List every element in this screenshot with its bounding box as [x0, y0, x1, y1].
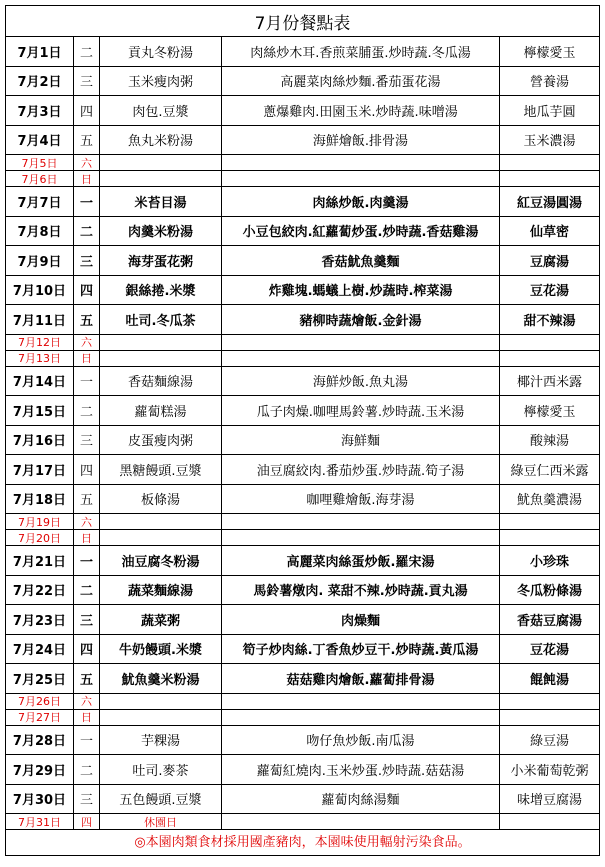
date-cell: 7月11日: [6, 305, 74, 334]
morning-snack-cell: 銀絲捲.米漿: [100, 276, 222, 305]
lunch-cell: 香菇魷魚羹麵: [222, 246, 500, 275]
date-cell: 7月30日: [6, 785, 74, 814]
lunch-cell: 馬鈴薯燉肉. 菜甜不辣.炒時蔬.貢丸湯: [222, 576, 500, 605]
morning-snack-cell: [100, 171, 222, 186]
weekday-cell: 二: [74, 37, 100, 66]
morning-snack-cell: 玉米瘦肉粥: [100, 67, 222, 96]
morning-snack-cell: 五色饅頭.豆漿: [100, 785, 222, 814]
date-cell: 7月25日: [6, 664, 74, 693]
morning-snack-cell: 貢丸冬粉湯: [100, 37, 222, 66]
meal-row: [6, 367, 599, 397]
weekday-cell: 三: [74, 246, 100, 275]
date-cell: 7月31日: [6, 814, 74, 829]
morning-snack-cell: [100, 710, 222, 725]
holiday-row: [6, 710, 599, 726]
lunch-cell: 蘿蔔肉絲湯麵: [222, 785, 500, 814]
date-cell: 7月6日: [6, 171, 74, 186]
weekday-cell: 五: [74, 305, 100, 334]
morning-snack-cell: 肉包.豆漿: [100, 96, 222, 125]
meal-row: [6, 396, 599, 426]
lunch-cell: 肉絲炒木耳.香煎菜脯蛋.炒時蔬.冬瓜湯: [222, 37, 500, 66]
morning-snack-cell: 皮蛋瘦肉粥: [100, 426, 222, 455]
weekday-cell: 六: [74, 694, 100, 709]
date-cell: 7月18日: [6, 485, 74, 514]
lunch-cell: 海鮮炒飯.魚丸湯: [222, 367, 500, 396]
morning-snack-cell: [100, 155, 222, 170]
lunch-cell: 油豆腐絞肉.番茄炒蛋.炒時蔬.筍子湯: [222, 455, 500, 484]
footnote: ◎本園肉類食材採用國產豬肉，本園味使用輻射污染食品。: [134, 835, 471, 850]
weekday-cell: 日: [74, 710, 100, 725]
weekday-cell: 四: [74, 96, 100, 125]
afternoon-snack-cell: [500, 530, 599, 545]
weekday-cell: 二: [74, 396, 100, 425]
date-cell: 7月2日: [6, 67, 74, 96]
lunch-cell: 海鮮燴飯.排骨湯: [222, 126, 500, 155]
morning-snack-cell: 休園日: [100, 814, 222, 829]
afternoon-snack-cell: 冬瓜粉條湯: [516, 584, 582, 600]
meal-row: [6, 305, 599, 335]
lunch-cell: 吻仔魚炒飯.南瓜湯: [222, 726, 500, 755]
meal-row: [6, 67, 599, 97]
date-cell: 7月7日: [6, 187, 74, 216]
morning-snack-cell: 板條湯: [100, 485, 222, 514]
meal-row: [6, 485, 599, 515]
weekday-cell: 日: [74, 530, 100, 545]
weekday-cell: 日: [74, 351, 100, 366]
weekday-cell: 三: [74, 605, 100, 634]
afternoon-snack-cell: 魷魚羹濃湯: [516, 493, 582, 509]
afternoon-snack-cell: [500, 335, 599, 350]
date-cell: 7月9日: [6, 246, 74, 275]
meal-row: [6, 126, 599, 156]
meal-row: [6, 217, 599, 247]
menu-title: 7月份餐點表: [6, 6, 599, 37]
holiday-row: [6, 155, 599, 171]
holiday-row: [6, 514, 599, 530]
lunch-cell: [222, 530, 500, 545]
meal-row: [6, 635, 599, 665]
morning-snack-cell: [100, 335, 222, 350]
date-cell: 7月12日: [6, 335, 74, 350]
lunch-cell: [222, 351, 500, 366]
afternoon-snack-cell: 綠豆仁西米露: [510, 463, 589, 479]
morning-snack-cell: [100, 514, 222, 529]
holiday-row: [6, 530, 599, 546]
lunch-cell: 高麗菜肉絲炒麵.番茄蛋花湯: [222, 67, 500, 96]
holiday-row: [6, 351, 599, 367]
morning-snack-cell: 牛奶饅頭.米漿: [100, 635, 222, 664]
date-cell: 7月17日: [6, 455, 74, 484]
morning-snack-cell: 海芽蛋花粥: [100, 246, 222, 275]
morning-snack-cell: 吐司.冬瓜茶: [100, 305, 222, 334]
morning-snack-cell: 蘿蔔糕湯: [100, 396, 222, 425]
date-cell: 7月29日: [6, 755, 74, 784]
afternoon-snack-cell: 檸檬愛玉: [523, 404, 576, 420]
meal-row: [6, 576, 599, 606]
afternoon-snack-cell: 甜不辣湯: [523, 313, 576, 329]
meal-row: [6, 246, 599, 276]
morning-snack-cell: 蔬菜麵線湯: [100, 576, 222, 605]
lunch-cell: [222, 814, 500, 829]
date-cell: 7月14日: [6, 367, 74, 396]
afternoon-snack-cell: 餛飩湯: [529, 672, 569, 688]
lunch-cell: 小豆包絞肉.紅蘿蔔炒蛋.炒時蔬.香菇雞湯: [222, 217, 500, 246]
date-cell: 7月26日: [6, 694, 74, 709]
meal-row: [6, 755, 599, 785]
weekday-cell: 一: [74, 187, 100, 216]
lunch-cell: 蔥爆雞肉.田園玉米.炒時蔬.味噌湯: [222, 96, 500, 125]
afternoon-snack-cell: 地瓜芋圓: [523, 104, 576, 120]
meal-row: [6, 187, 599, 217]
meal-menu-table: [5, 5, 600, 856]
lunch-cell: [222, 155, 500, 170]
holiday-row: [6, 814, 599, 830]
weekday-cell: 三: [74, 426, 100, 455]
weekday-cell: 三: [74, 67, 100, 96]
morning-snack-cell: 黑糖饅頭.豆漿: [100, 455, 222, 484]
lunch-cell: 高麗菜肉絲蛋炒飯.羅宋湯: [222, 546, 500, 575]
weekday-cell: 四: [74, 635, 100, 664]
lunch-cell: 咖哩雞燴飯.海芽湯: [222, 485, 500, 514]
date-cell: 7月19日: [6, 514, 74, 529]
holiday-row: [6, 694, 599, 710]
weekday-cell: 六: [74, 335, 100, 350]
afternoon-snack-cell: 酸辣湯: [529, 434, 569, 450]
afternoon-snack-cell: 豆花湯: [529, 284, 569, 300]
date-cell: 7月10日: [6, 276, 74, 305]
morning-snack-cell: 肉羹米粉湯: [100, 217, 222, 246]
lunch-cell: 瓜子肉燥.咖哩馬鈴薯.炒時蔬.玉米湯: [222, 396, 500, 425]
meal-row: [6, 455, 599, 485]
meal-row: [6, 96, 599, 126]
morning-snack-cell: 蔬菜粥: [100, 605, 222, 634]
afternoon-snack-cell: 檸檬愛玉: [523, 45, 576, 61]
holiday-row: [6, 171, 599, 187]
lunch-cell: 蘿蔔紅燒肉.玉米炒蛋.炒時蔬.菇菇湯: [222, 755, 500, 784]
date-cell: 7月20日: [6, 530, 74, 545]
afternoon-snack-cell: 紅豆湯圓湯: [516, 195, 582, 211]
weekday-cell: 三: [74, 785, 100, 814]
date-cell: 7月16日: [6, 426, 74, 455]
lunch-cell: [222, 694, 500, 709]
morning-snack-cell: 吐司.麥茶: [100, 755, 222, 784]
morning-snack-cell: 魷魚羹米粉湯: [100, 664, 222, 693]
meal-row: [6, 664, 599, 694]
meal-row: [6, 785, 599, 815]
afternoon-snack-cell: [500, 171, 599, 186]
date-cell: 7月4日: [6, 126, 74, 155]
meal-row: [6, 276, 599, 306]
lunch-cell: 炸雞塊.螞蟻上樹.炒蔬時.榨菜湯: [222, 276, 500, 305]
menu-rows: [6, 37, 599, 830]
morning-snack-cell: 油豆腐冬粉湯: [100, 546, 222, 575]
date-cell: 7月24日: [6, 635, 74, 664]
lunch-cell: [222, 710, 500, 725]
lunch-cell: 筍子炒肉絲.丁香魚炒豆干.炒時蔬.黃瓜湯: [222, 635, 500, 664]
lunch-cell: 菇菇雞肉燴飯.蘿蔔排骨湯: [222, 664, 500, 693]
weekday-cell: 六: [74, 514, 100, 529]
afternoon-snack-cell: 仙草密: [529, 225, 569, 241]
afternoon-snack-cell: 豆花湯: [529, 643, 569, 659]
morning-snack-cell: [100, 694, 222, 709]
date-cell: 7月1日: [6, 37, 74, 66]
date-cell: 7月15日: [6, 396, 74, 425]
lunch-cell: [222, 335, 500, 350]
afternoon-snack-cell: 豆腐湯: [529, 254, 569, 270]
date-cell: 7月8日: [6, 217, 74, 246]
afternoon-snack-cell: [500, 155, 599, 170]
weekday-cell: 五: [74, 664, 100, 693]
afternoon-snack-cell: 營養湯: [529, 75, 569, 91]
morning-snack-cell: 香菇麵線湯: [100, 367, 222, 396]
date-cell: 7月22日: [6, 576, 74, 605]
date-cell: 7月27日: [6, 710, 74, 725]
date-cell: 7月13日: [6, 351, 74, 366]
weekday-cell: 四: [74, 276, 100, 305]
afternoon-snack-cell: [500, 351, 599, 366]
date-cell: 7月5日: [6, 155, 74, 170]
afternoon-snack-cell: 小珍珠: [529, 554, 569, 570]
morning-snack-cell: 芋粿湯: [100, 726, 222, 755]
afternoon-snack-cell: 綠豆湯: [529, 734, 569, 750]
afternoon-snack-cell: [500, 694, 599, 709]
weekday-cell: 一: [74, 726, 100, 755]
afternoon-snack-cell: [500, 710, 599, 725]
morning-snack-cell: [100, 351, 222, 366]
weekday-cell: 四: [74, 455, 100, 484]
lunch-cell: [222, 171, 500, 186]
weekday-cell: 二: [74, 576, 100, 605]
weekday-cell: 一: [74, 367, 100, 396]
morning-snack-cell: 米苔目湯: [100, 187, 222, 216]
weekday-cell: 日: [74, 171, 100, 186]
date-cell: 7月23日: [6, 605, 74, 634]
lunch-cell: 豬柳時蔬燴飯.金針湯: [222, 305, 500, 334]
afternoon-snack-cell: 玉米濃湯: [523, 134, 576, 150]
lunch-cell: [222, 514, 500, 529]
morning-snack-cell: [100, 530, 222, 545]
afternoon-snack-cell: 小米葡萄乾粥: [510, 763, 589, 779]
meal-row: [6, 37, 599, 67]
weekday-cell: 六: [74, 155, 100, 170]
date-cell: 7月21日: [6, 546, 74, 575]
weekday-cell: 四: [74, 814, 100, 829]
afternoon-snack-cell: 香菇豆腐湯: [516, 613, 582, 629]
weekday-cell: 二: [74, 755, 100, 784]
afternoon-snack-cell: [500, 514, 599, 529]
meal-row: [6, 726, 599, 756]
date-cell: 7月28日: [6, 726, 74, 755]
lunch-cell: 海鮮麵: [222, 426, 500, 455]
weekday-cell: 五: [74, 126, 100, 155]
meal-row: [6, 426, 599, 456]
meal-row: [6, 546, 599, 576]
weekday-cell: 二: [74, 217, 100, 246]
lunch-cell: 肉絲炒飯.肉羹湯: [222, 187, 500, 216]
afternoon-snack-cell: 椰汁西米露: [516, 375, 582, 391]
meal-row: [6, 605, 599, 635]
afternoon-snack-cell: 味增豆腐湯: [516, 793, 582, 809]
weekday-cell: 一: [74, 546, 100, 575]
weekday-cell: 五: [74, 485, 100, 514]
afternoon-snack-cell: [500, 814, 599, 829]
holiday-row: [6, 335, 599, 351]
morning-snack-cell: 魚丸米粉湯: [100, 126, 222, 155]
lunch-cell: 肉燥麵: [222, 605, 500, 634]
date-cell: 7月3日: [6, 96, 74, 125]
